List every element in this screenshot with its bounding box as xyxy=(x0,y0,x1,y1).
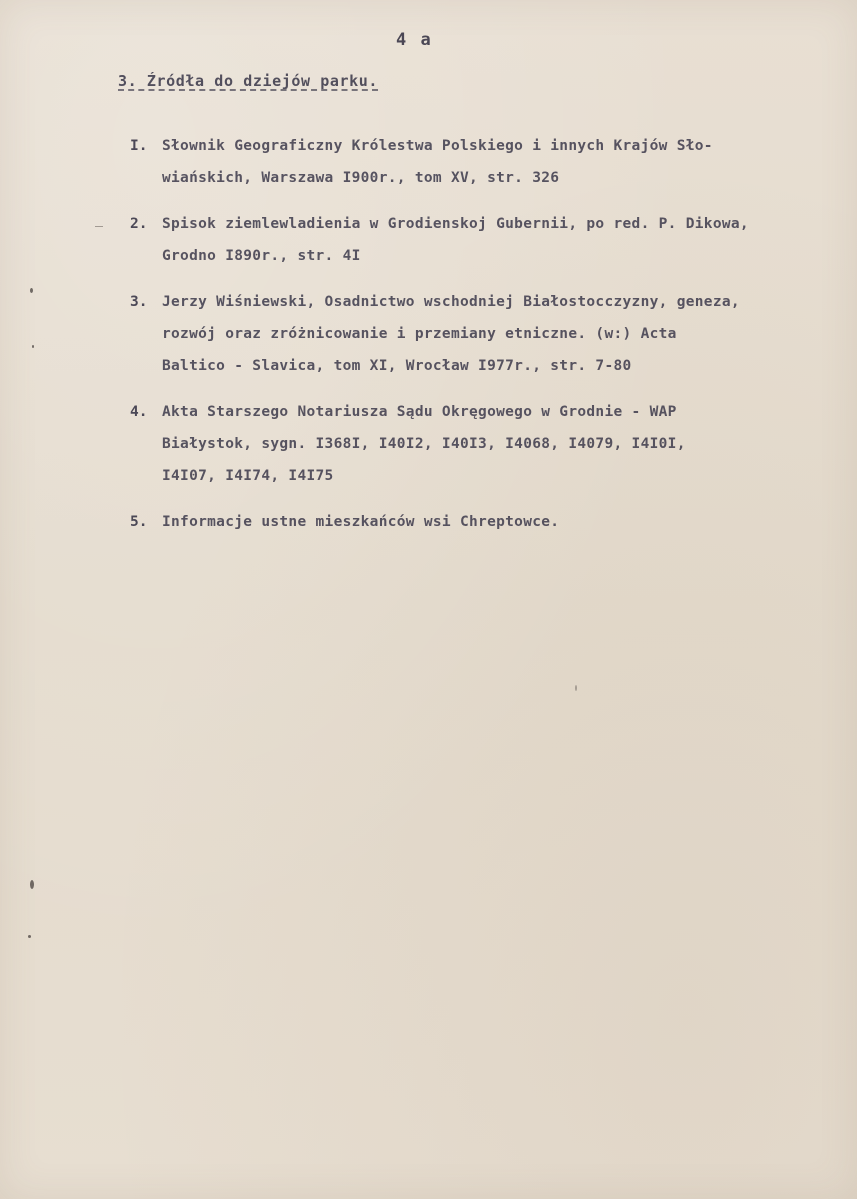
source-number: 3. xyxy=(130,294,148,310)
source-line: Baltico - Slavica, tom XI, Wrocław I977r., str. 7-80 xyxy=(162,358,632,374)
source-text xyxy=(162,130,830,194)
source-number: 2. xyxy=(130,216,148,232)
source-text xyxy=(162,286,830,382)
source-number: I. xyxy=(130,138,148,154)
source-text xyxy=(162,506,830,538)
source-line: Białystok, sygn. I368I, I40I2, I40I3, I4068, I4079, I4I0I, xyxy=(162,436,686,452)
ink-speck xyxy=(30,880,34,889)
ink-speck xyxy=(28,935,31,938)
ink-speck xyxy=(95,226,103,227)
source-item-4 xyxy=(130,396,830,492)
source-line: Informacje ustne mieszkańców wsi Chreptowce. xyxy=(162,514,560,530)
section-heading: 3. Źródła do dziejów parku. xyxy=(118,72,379,90)
source-item-5 xyxy=(130,506,830,538)
source-item-2 xyxy=(130,208,830,272)
source-text xyxy=(162,208,830,272)
ink-speck xyxy=(30,288,33,293)
source-line: Akta Starszego Notariusza Sądu Okręgowego w Grodnie - WAP xyxy=(162,404,677,420)
page-number: 4 a xyxy=(396,30,433,50)
source-line: Grodno I890r., str. 4I xyxy=(162,248,361,264)
source-line: I4I07, I4I74, I4I75 xyxy=(162,468,334,484)
source-item-3 xyxy=(130,286,830,382)
source-line: Słownik Geograficzny Królestwa Polskiego i innych Krajów Sło- xyxy=(162,138,713,154)
source-line: wiańskich, Warszawa I900r., tom XV, str. 326 xyxy=(162,170,560,186)
ink-speck xyxy=(575,685,577,691)
source-number: 5. xyxy=(130,514,148,530)
source-text xyxy=(162,396,830,492)
ink-speck xyxy=(32,345,34,348)
source-line: rozwój oraz zróżnicowanie i przemiany etniczne. (w:) Acta xyxy=(162,326,677,342)
source-line: Spisok ziemlewladienia w Grodienskoj Gubernii, po red. P. Dikowa, xyxy=(162,216,749,232)
source-line: Jerzy Wiśniewski, Osadnictwo wschodniej Białostocczyzny, geneza, xyxy=(162,294,740,310)
source-number: 4. xyxy=(130,404,148,420)
sources-list xyxy=(130,130,830,552)
source-item-1 xyxy=(130,130,830,194)
